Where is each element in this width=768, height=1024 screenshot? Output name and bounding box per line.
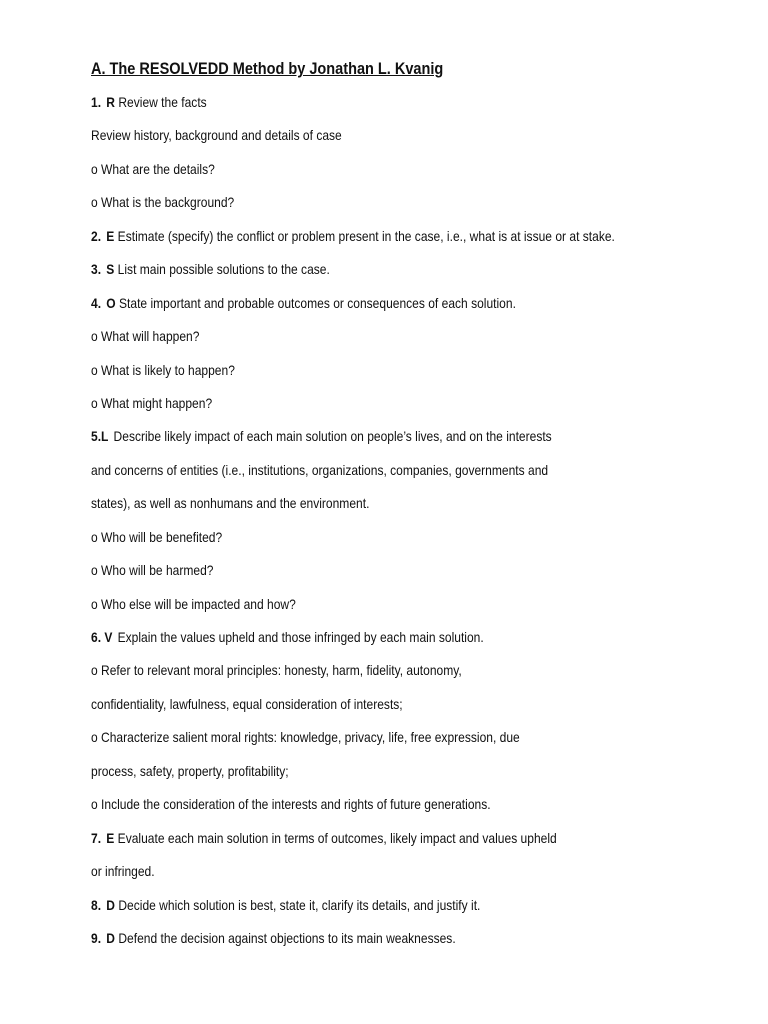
step-heading-line [91, 425, 641, 458]
step-text: Explain the values upheld and those infringed by each main solution. [117, 629, 484, 645]
body-line: and concerns of entities (i.e., institutions, organizations, companies, governments and [91, 461, 549, 478]
step-text: State important and probable outcomes or consequences of each solution. [119, 294, 516, 311]
step-number: 3. [91, 261, 102, 278]
step-text: Evaluate each main solution in terms of outcomes, likely impact and values upheld [117, 829, 557, 846]
step-letter: E [106, 227, 115, 244]
step-heading-line [91, 626, 641, 659]
body-line: o What are the details? [91, 160, 215, 177]
body-line: or infringed. [91, 863, 155, 880]
step-heading-line [91, 927, 641, 960]
step-text: Defend the decision against objections to its main weaknesses. [118, 929, 456, 946]
body-line: o What is likely to happen? [91, 361, 235, 378]
body-line: o Who else will be impacted and how? [91, 595, 296, 612]
step-letter: D [106, 929, 115, 946]
body-line: o Include the consideration of the interests and rights of future generations. [91, 796, 491, 813]
step-heading-line [91, 225, 641, 258]
step-text: List main possible solutions to the case. [117, 261, 330, 278]
step-heading-line [91, 827, 641, 860]
step-text: Review the facts [118, 94, 207, 110]
body-line: o What will happen? [91, 328, 200, 345]
step-heading-line [91, 292, 641, 325]
body-line: process, safety, property, profitability; [91, 762, 289, 779]
step-text: Estimate (specify) the conflict or problem present in the case, i.e., what is at issue or at stake. [117, 227, 615, 244]
body-line: states), as well as nonhumans and the environment. [91, 495, 370, 512]
body-line: o Refer to relevant moral principles: honesty, harm, fidelity, autonomy, [91, 662, 462, 679]
step-heading-line [91, 894, 641, 927]
step-number: 8. [91, 896, 102, 913]
step-number: 5.L [91, 428, 109, 445]
step-letter: E [106, 829, 115, 846]
document-page [91, 58, 731, 960]
step-letter: O [106, 294, 116, 311]
step-number: 7. [91, 829, 102, 846]
body-line: o What might happen? [91, 394, 213, 411]
body-line: o Who will be benefited? [91, 528, 223, 545]
step-number: 2. [91, 227, 102, 244]
step-heading-line [91, 258, 641, 291]
step-heading-line [91, 91, 641, 124]
body-line: o Characterize salient moral rights: knowledge, privacy, life, free expression, due [91, 729, 520, 746]
body-line: Review history, background and details of case [91, 127, 342, 144]
step-letter: S [106, 261, 115, 278]
step-letter: D [106, 896, 115, 913]
body-line: o Who will be harmed? [91, 562, 214, 579]
body-line: o What is the background? [91, 194, 235, 211]
step-list [91, 91, 731, 960]
step-letter: R [106, 94, 115, 110]
step-number: 9. [91, 929, 102, 946]
step-number: 6. V [91, 629, 113, 645]
step-text: Describe likely impact of each main solution on people’s lives, and on the interests [113, 428, 552, 445]
step-number: 1. [91, 94, 102, 110]
body-line: confidentiality, lawfulness, equal consideration of interests; [91, 695, 403, 712]
step-text: Decide which solution is best, state it, clarify its details, and justify it. [118, 896, 481, 913]
step-number: 4. [91, 294, 102, 311]
document-title: A. The RESOLVEDD Method by Jonathan L. Kvanig [91, 60, 444, 78]
